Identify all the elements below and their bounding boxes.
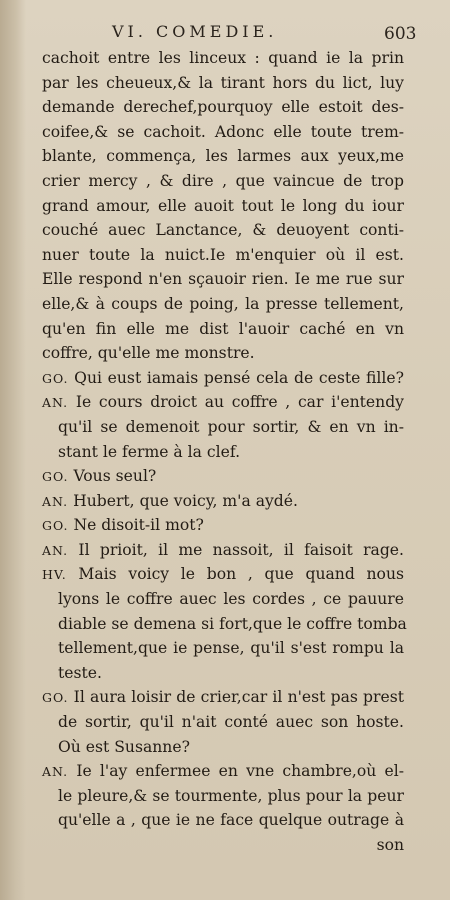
dialogue-line xyxy=(42,759,404,784)
line-text: Ie cours droict au coffre , car i'entendy xyxy=(75,393,404,412)
line-text: elle,& à coups de poing, la presse tellement, xyxy=(42,294,404,313)
dialogue-line xyxy=(42,390,404,415)
line-text: Ie l'ay enfermee en vne chambre,où el- xyxy=(76,762,404,781)
running-head: VI. COMEDIE. xyxy=(112,22,278,41)
text-line xyxy=(42,95,404,120)
text-line xyxy=(42,267,404,292)
line-text: tellement,que ie pense, qu'il s'est rompu la xyxy=(58,639,404,658)
speaker-label: GO. xyxy=(42,370,69,386)
text-line xyxy=(42,612,407,637)
page-gutter-shadow xyxy=(0,0,26,900)
line-text: nuer toute la nuict.Ie m'enquier où il est. xyxy=(42,245,404,264)
speaker-label: HV. xyxy=(42,567,67,583)
speaker-label: AN. xyxy=(42,493,69,509)
text-line xyxy=(42,661,404,686)
line-text: blante, commença, les larmes aux yeux,me xyxy=(42,147,404,166)
text-line xyxy=(42,317,404,342)
speaker-label: AN. xyxy=(42,764,69,780)
line-text: de sortir, qu'il n'ait conté auec son hoste. xyxy=(58,713,404,732)
text-line xyxy=(42,46,404,71)
body-text xyxy=(42,46,407,858)
line-text: son xyxy=(376,836,404,854)
line-text: stant le ferme à la clef. xyxy=(58,442,241,461)
dialogue-line xyxy=(42,685,404,710)
text-line xyxy=(42,341,404,366)
speaker-label: AN. xyxy=(42,542,69,558)
dialogue-line xyxy=(42,562,404,587)
dialogue-line xyxy=(42,489,404,514)
text-line xyxy=(42,636,404,661)
line-text: diable se demena si fort,que le coffre tomba xyxy=(58,614,407,633)
page-number: 603 xyxy=(384,24,417,44)
line-text: Elle respond n'en sçauoir rien. Ie me rue sur xyxy=(42,270,404,289)
page-header xyxy=(0,22,450,48)
text-line xyxy=(42,71,404,96)
text-line xyxy=(42,243,404,268)
text-line xyxy=(42,292,404,317)
speaker-label: GO. xyxy=(42,690,69,706)
text-line xyxy=(42,120,404,145)
line-text: Qui eust iamais pensé cela de ceste fille? xyxy=(74,368,404,387)
speaker-label: GO. xyxy=(42,518,69,534)
text-line xyxy=(42,587,404,612)
dialogue-line xyxy=(42,464,404,489)
line-text: le pleure,& se tourmente, plus pour la peur xyxy=(58,786,404,805)
text-line xyxy=(42,218,404,243)
line-text: Vous seul? xyxy=(73,467,157,486)
text-line xyxy=(42,833,404,858)
text-line xyxy=(42,144,404,169)
text-line xyxy=(42,735,404,760)
line-text: Ne disoit-il mot? xyxy=(73,516,204,535)
line-text: demande derechef,pourquoy elle estoit des- xyxy=(42,98,404,117)
text-line xyxy=(42,710,404,735)
line-text: coifee,& se cachoit. Adonc elle toute trem- xyxy=(42,122,404,141)
dialogue-line xyxy=(42,538,404,563)
line-text: teste. xyxy=(58,663,102,682)
text-line xyxy=(42,415,404,440)
line-text: qu'en fin elle me dist l'auoir caché en vn xyxy=(42,319,404,338)
line-text: couché auec Lanctance, & deuoyent conti- xyxy=(42,221,404,240)
text-line xyxy=(42,169,404,194)
dialogue-line xyxy=(42,513,404,538)
line-text: cachoit entre les linceux : quand ie la prin xyxy=(42,49,404,67)
line-text: Il prioit, il me nassoit, il faisoit rage. xyxy=(78,540,404,559)
speaker-label: AN. xyxy=(42,395,69,411)
line-text: qu'elle a , que ie ne face quelque outrage à xyxy=(58,811,404,830)
line-text: coffre, qu'elle me monstre. xyxy=(42,344,255,363)
line-text: Hubert, que voicy, m'a aydé. xyxy=(73,491,298,510)
text-line xyxy=(42,784,404,809)
line-text: Il aura loisir de crier,car il n'est pas prest xyxy=(73,688,404,707)
line-text: Mais voicy le bon , que quand nous xyxy=(78,565,404,584)
text-line xyxy=(42,440,404,465)
line-text: qu'il se demenoit pour sortir, & en vn in- xyxy=(58,417,404,436)
line-text: Où est Susanne? xyxy=(58,737,190,756)
line-text: crier mercy , & dire , que vaincue de trop xyxy=(42,171,404,190)
line-text: par les cheueux,& la tirant hors du lict, luy xyxy=(42,73,404,92)
speaker-label: GO. xyxy=(42,469,69,485)
text-line xyxy=(42,808,404,833)
dialogue-line xyxy=(42,366,404,391)
text-line xyxy=(42,194,404,219)
line-text: lyons le coffre auec les cordes , ce pauure xyxy=(58,590,404,609)
line-text: grand amour, elle auoit tout le long du iour xyxy=(42,196,404,215)
